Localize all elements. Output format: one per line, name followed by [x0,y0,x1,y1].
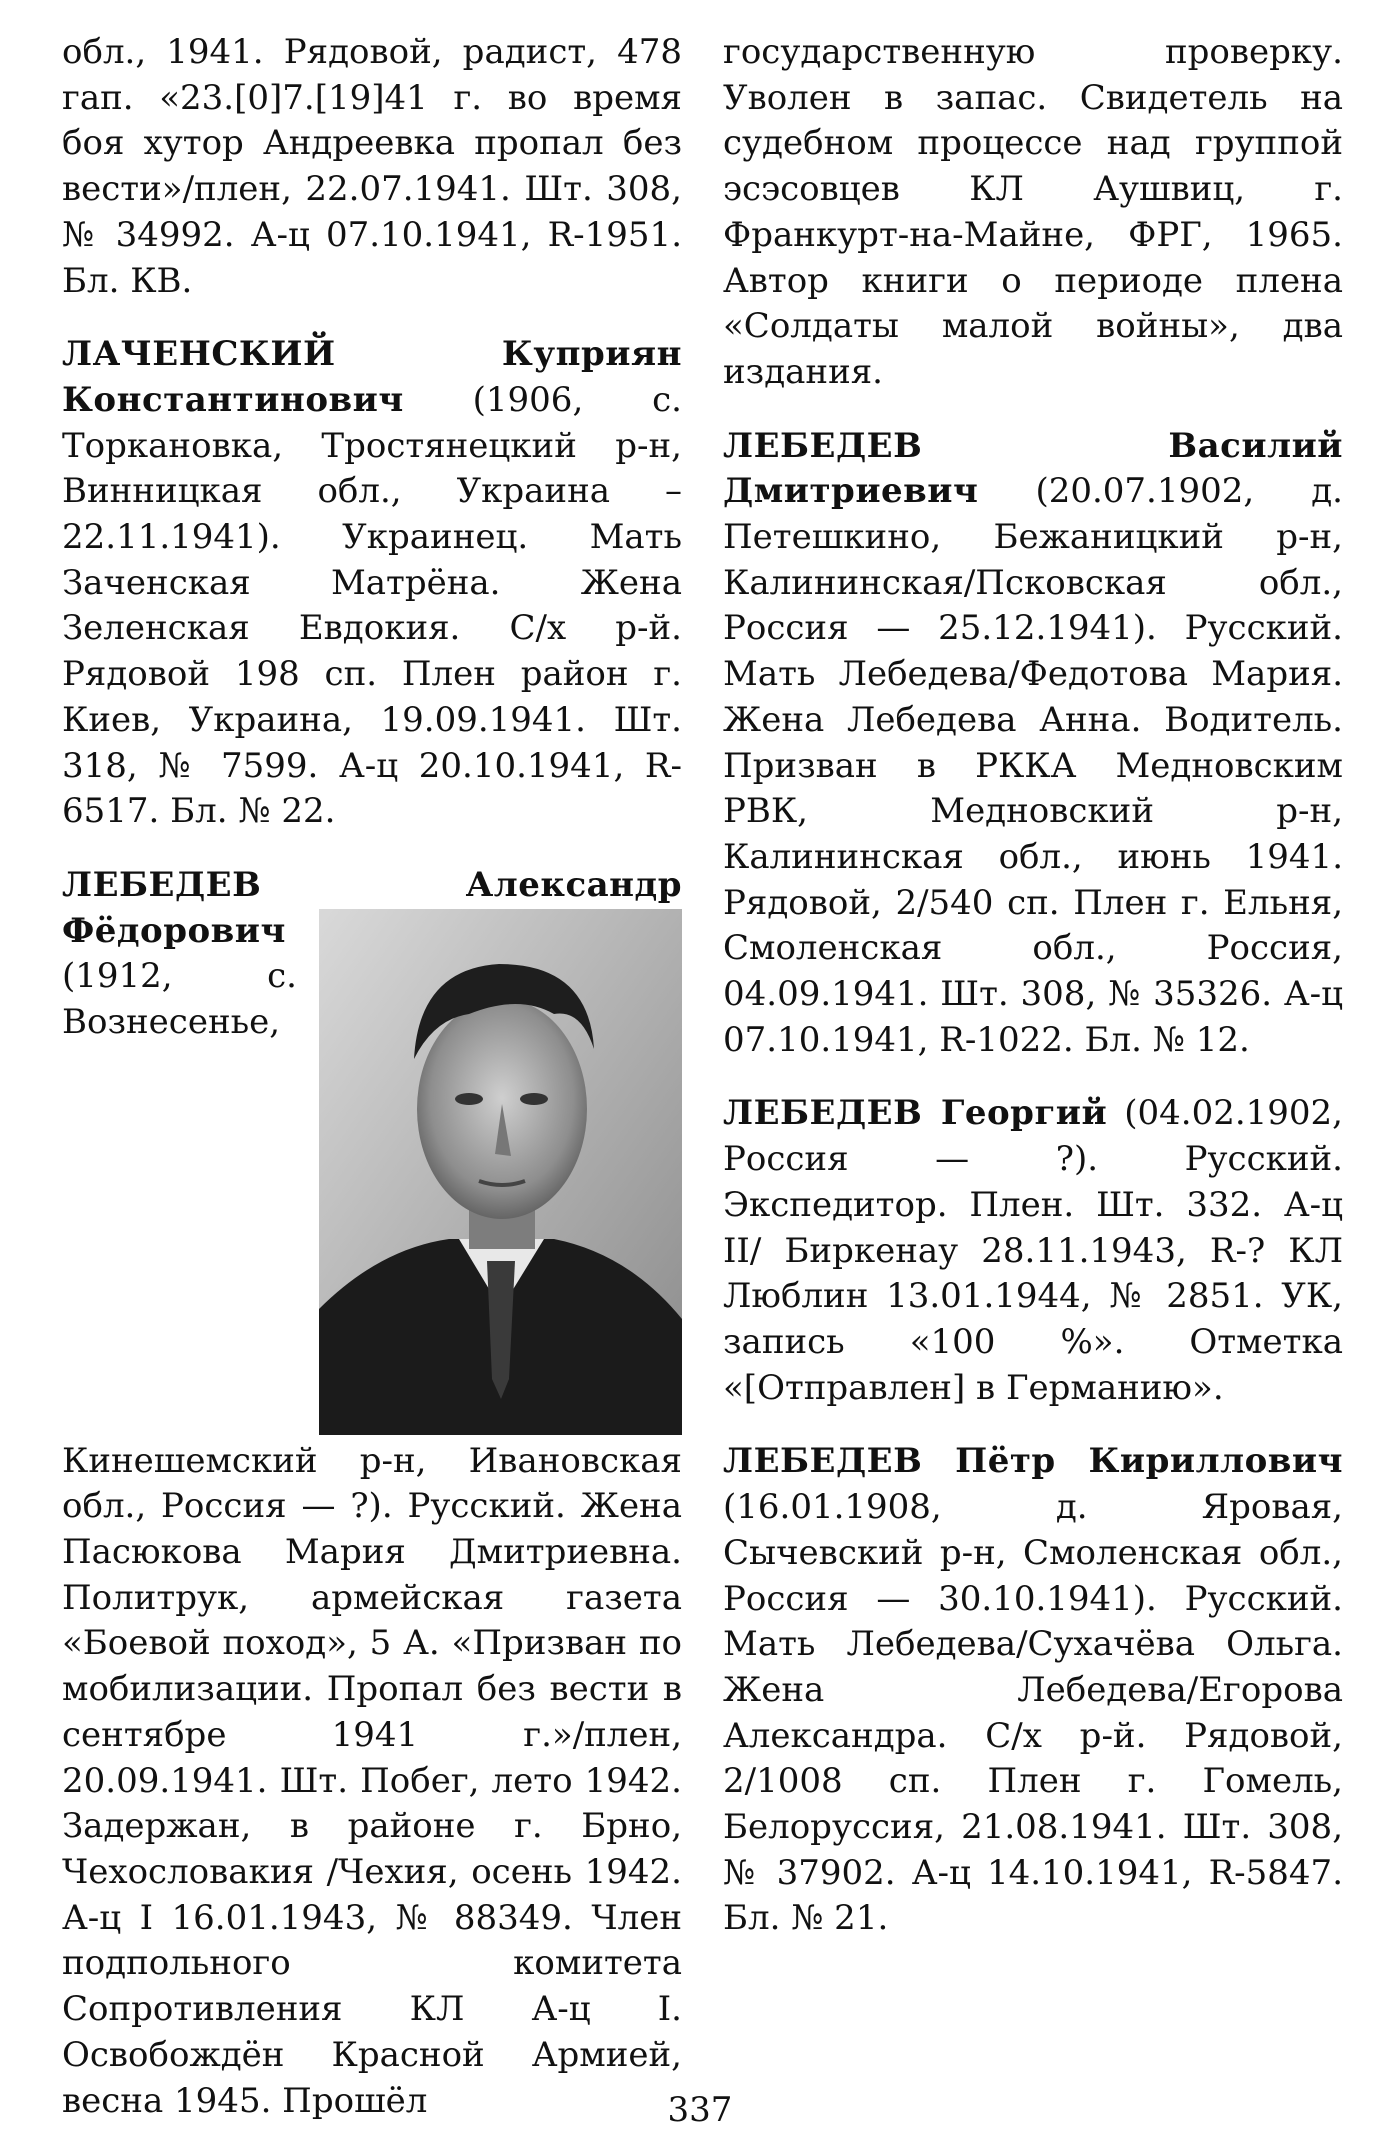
entry-heading: ЛЕБЕДЕВ Василий Дмитриевич [723,425,1343,512]
entry-heading: ЛЕБЕДЕВ Георгий [723,1093,1108,1134]
entry-lebedev-georgy [723,1091,1343,1411]
page-number: 337 [667,2090,733,2130]
entry-heading: ЛЕБЕДЕВ Пётр Кириллович [723,1441,1343,1482]
entry-lebedev-alexander [62,863,682,2124]
entry-heading: ЛАЧЕНСКИЙ Куприян Константинович [62,334,682,420]
left-column [62,30,682,2152]
entry-text: (16.01.1908, д. Яровая, Сычевский р-н, Смоленская обл., Россия — 30.10.1941). Русский. Мать Лебедева/Сухачёва Ольга. Жена Лебедева/Егорова Александра. С/х р-й. Рядовой, 2/1008 сп. Плен г. Гомель, Белоруссия, 21.08.1941. Шт. 308, № 37902. А-ц 14.10.1941, R-5847. Бл. № 21. [723,1487,1343,1939]
entry-text: (04.02.1902, Россия — ?). Русский. Экспедитор. Плен. Шт. 332. А-ц II/ Биркенау 28.11.1943, R-? КЛ Люблин 13.01.1944, № 2851. УК, запись «100 %». Отметка «[Отправлен] в Германию». [723,1093,1343,1408]
right-column [723,30,1343,1970]
entry-heading: ЛЕБЕДЕВ Александр Фёдорович [62,864,682,951]
continued-entry-text: государственную проверку. Уволен в запас. Свидетель на судебном процессе над группой эсэсовцев КЛ Аушвиц, г. Франкурт-на-Майне, ФРГ, 1965. Автор книги о периоде плена «Солдаты малой войны», два издания. [723,32,1343,392]
entry-lebedev-petr [723,1439,1343,1942]
continued-entry-text: обл., 1941. Рядовой, радист, 478 гап. «23.[0]7.[19]41 г. во время боя хутор Андреевка пропал без вести»/плен, 22.07.1941. Шт. 308, № 34992. А-ц 07.10.1941, R-1951. Бл. КВ. [62,32,682,301]
entry-lebedev-vasily [723,424,1343,1064]
entry-text: (20.07.1902, д. Петешкино, Бежаницкий р-н, Калининская/Псковская обл., Россия — 25.12.1941). Русский. Мать Лебедева/Федотова Мария. Жена Лебедева Анна. Водитель. Призван в РККА Медновским РВК, Медновский р-н, Калининская обл., июнь 1941. Рядовой, 2/540 сп. Плен г. Ельня, Смоленская обл., Россия, 04.09.1941. Шт. 308, № 35326. А-ц 07.10.1941, R-1022. Бл. № 12. [723,471,1343,1060]
portrait-photo [319,909,682,1435]
entry-lachensky [62,332,682,835]
entry-text: (1906, с. Торкановка, Тростянецкий р-н, Винницкая обл., Украина – 22.11.1941). Украинец. Мать Заченская Матрёна. Жена Зеленская Евдокия. С/х р-й. Рядовой 198 сп. Плен район г. Киев, Украина, 19.09.1941. Шт. 318, № 7599. А-ц 20.10.1941, R-6517. Бл. № 22. [62,379,682,832]
entry-text: (1912, с. Вознесенье, Кинешемский р-н, Ивановская обл., Россия — ?). Русский. Жена Пасюкова Мария Дмитриевна. Политрук, армейская газета «Боевой поход», 5 А. «Призван по мобилизации. Пропал без вести в сентябре 1941 г.»/плен, 20.09.1941. Шт. Побег, лето 1942. Задержан, в районе г. Брно, Чехословакия /Чехия, осень 1942. А-ц I 16.01.1943, № 88349. Член подпольного комитета Сопротивления КЛ А-ц I. Освобождён Красной Армией, весна 1945. Прошёл [62,956,682,2121]
